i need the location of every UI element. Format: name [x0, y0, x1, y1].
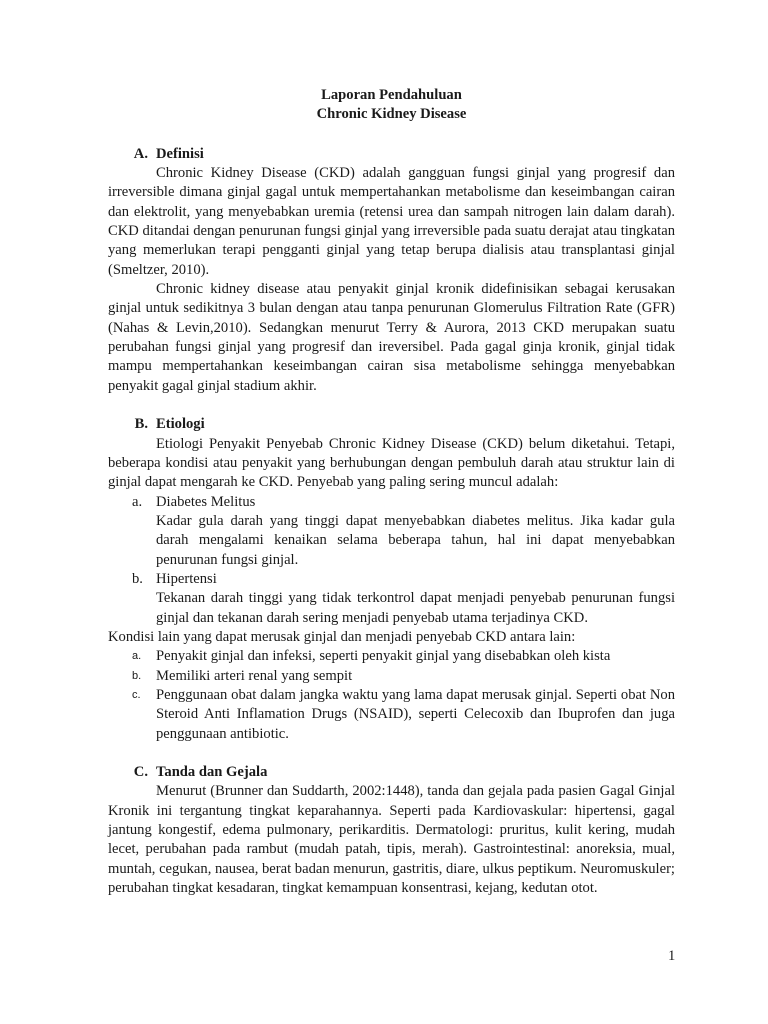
paragraph: Kondisi lain yang dapat merusak ginjal dan menjadi penyebab CKD antara lain:	[108, 628, 576, 645]
document-subtitle: Chronic Kidney Disease	[316, 106, 467, 123]
section-title: Tanda dan Gejala	[156, 764, 268, 780]
section-letter: C.	[133, 764, 148, 780]
list-item	[108, 647, 675, 666]
list-item	[108, 667, 675, 686]
section-etiologi	[108, 415, 675, 744]
list-item-text: Penyakit ginjal dan infeksi, seperti penyakit ginjal yang disebabkan oleh kista	[156, 648, 611, 665]
section-heading	[108, 145, 675, 164]
cause-description: Kadar gula darah yang tinggi dapat menyebabkan diabetes melitus. Jika kadar gula darah mengalami kenaikan selama beberapa tahun, hal ini dapat menyebabkan penurunan fungsi ginjal.	[156, 512, 675, 568]
list-item	[108, 570, 675, 589]
section-letter: B.	[134, 416, 148, 433]
list-item	[108, 686, 675, 744]
section-definisi	[108, 145, 675, 396]
list-marker: b.	[132, 570, 143, 587]
page-content	[108, 86, 675, 917]
paragraph: Etiologi Penyakit Penyebab Chronic Kidney Disease (CKD) belum diketahui. Tetapi, beberapa kondisi atau penyakit yang berhubungan dengan pembuluh darah atau struktur lain di ginjal dapat mengarah ke CKD. Penyebab yang paling sering muncul adalah:	[108, 435, 675, 491]
list-item	[108, 493, 675, 512]
list-marker: a.	[132, 493, 143, 510]
section-title: Etiologi	[156, 416, 205, 433]
section-heading	[108, 415, 675, 434]
section-tanda-gejala	[108, 763, 675, 898]
list-marker: c.	[132, 688, 141, 701]
list-marker: a.	[132, 650, 142, 663]
paragraph: Chronic Kidney Disease (CKD) adalah gangguan fungsi ginjal yang progresif dan irreversible dimana ginjal gagal untuk mempertahankan metabolisme dan keseimbangan cairan dan elektrolit, yang menyebabkan uremia (retensi urea dan sampah nitrogen lain dalam darah). CKD ditandai dengan penurunan fungsi ginjal yang irreversible pada suatu derajat atau tingkatan yang memerlukan terapi pengganti ginjal yang tetap berupa dialisis atau transplantasi ginjal (Smeltzer, 2010).	[108, 165, 675, 278]
list-item-text: Memiliki arteri renal yang sempit	[156, 667, 353, 684]
section-heading	[108, 763, 675, 782]
section-title: Definisi	[156, 145, 204, 162]
list-marker: b.	[132, 669, 142, 682]
paragraph: Chronic kidney disease atau penyakit ginjal kronik didefinisikan sebagai kerusakan ginjal untuk sedikitnya 3 bulan dengan atau tanpa penurunan Glomerulus Filtration Rate (GFR) (Nahas & Levin,2010). Sedangkan menurut Terry & Aurora, 2013 CKD merupakan suatu perubahan fungsi ginjal yang progresif dan ireversibel. Pada gagal ginja kronik, ginjal tidak mampu mempertahankan keseimbangan cairan sisa metabolisme sehingga menyebabkan penyakit gagal ginjal stadium akhir.	[108, 281, 675, 394]
section-letter: A.	[133, 145, 148, 162]
cause-name: Diabetes Melitus	[156, 493, 256, 510]
page-number: 1	[668, 948, 676, 964]
document-title: Laporan Pendahuluan	[321, 87, 462, 103]
list-item-text: Penggunaan obat dalam jangka waktu yang lama dapat merusak ginjal. Seperti obat Non Steroid Anti Inflamation Drugs (NSAID), seperti Celecoxib dan Ibuprofen dan juga penggunaan antibiotic.	[156, 686, 675, 742]
cause-description: Tekanan darah tinggi yang tidak terkontrol dapat menjadi penyebab penurunan fungsi ginjal dan tekanan darah sering menjadi penyebab utama terjadinya CKD.	[156, 590, 675, 626]
cause-name: Hipertensi	[156, 570, 217, 587]
paragraph: Menurut (Brunner dan Suddarth, 2002:1448), tanda dan gejala pada pasien Gagal Ginjal Kronik ini tergantung tingkat keparahannya. Seperti pada Kardiovaskular: hipertensi, gagal jantung kongestif, edema pulmonary, perikarditis. Dermatologi: pruritus, kulit kering, mudah lecet, perubahan pada rambut (mudah patah, tipis, merah). Gastrointestinal: anoreksia, mual, muntah, cegukan, nausea, berat badan menurun, gastritis, diare, ulkus peptikum. Neuromuskuler; perubahan tingkat kesadaran, tingkat kemampuan konsentrasi, kejang, kedutan otot.	[108, 783, 675, 897]
title-block	[108, 86, 675, 125]
